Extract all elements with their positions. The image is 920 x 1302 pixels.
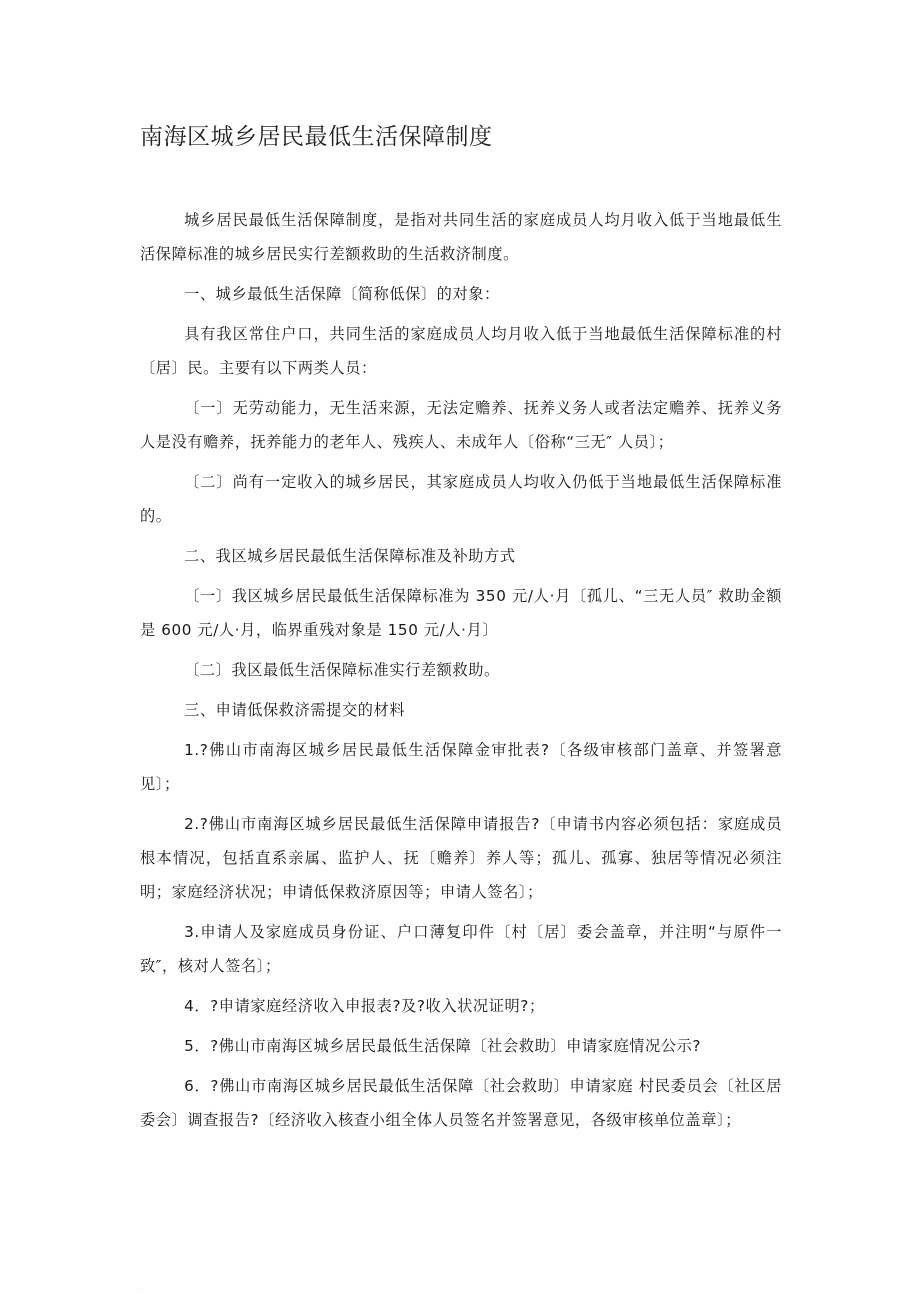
- list-item: 6．?佛山市南海区城乡居民最低生活保障〔社会救助〕申请家庭 村民委员会〔社区居委会〕调查报告?〔经济收入核查小组全体人员签名并签署意见，各级审核单位盖章〕；: [140, 1077, 782, 1129]
- section-heading-1: 一、城乡最低生活保障〔简称低保〕的对象：: [184, 285, 500, 303]
- paragraph: 〔一〕我区城乡居民最低生活保障标准为 350 元/人·月〔孤儿、“三无人员″ 救助金额是 600 元/人·月，临界重残对象是 150 元/人·月〕: [140, 587, 782, 639]
- paragraph: 〔二〕尚有一定收入的城乡居民，其家庭成员人均收入仍低于当地最低生活保障标准的。: [140, 473, 782, 525]
- paragraph: 〔二〕我区最低生活保障标准实行差额救助。: [184, 661, 500, 679]
- list-item: 5．?佛山市南海区城乡居民最低生活保障〔社会救助〕申请家庭情况公示?: [184, 1037, 702, 1055]
- document-title: 南海区城乡居民最低生活保障制度: [140, 124, 493, 150]
- section-heading-2: 二、我区城乡居民最低生活保障标准及补助方式: [184, 547, 516, 565]
- list-item: 4．?申请家庭经济收入申报表?及?收入状况证明?；: [184, 997, 545, 1015]
- footer-mark: .: [140, 1284, 142, 1291]
- document-body: [140, 203, 782, 1143]
- paragraph: 〔一〕无劳动能力，无生活来源，无法定赡养、抚养义务人或者法定赡养、抚养义务人是没有赡养，抚养能力的老年人、残疾人、未成年人〔俗称“三无″ 人员〕；: [140, 399, 782, 451]
- list-item: 2.?佛山市南海区城乡居民最低生活保障申请报告?〔申请书内容必须包括：家庭成员根本情况，包括直系亲属、监护人、抚〔赡养〕养人等；孤儿、孤寡、独居等情况必须注明；家庭经济状况；申请低保救济原因等；申请人签名〕；: [140, 815, 782, 901]
- section-heading-3: 三、申请低保救济需提交的材料: [184, 701, 406, 719]
- list-item: 1.?佛山市南海区城乡居民最低生活保障金审批表?〔各级审核部门盖章、并签署意见〕；: [140, 741, 782, 793]
- list-item: 3.申请人及家庭成员身份证、户口薄复印件〔村〔居〕委会盖章，并注明“与原件一致″，核对人签名〕；: [140, 923, 782, 975]
- paragraph-intro: 城乡居民最低生活保障制度，是指对共同生活的家庭成员人均月收入低于当地最低生活保障标准的城乡居民实行差额救助的生活救济制度。: [140, 211, 782, 263]
- paragraph: 具有我区常住户口，共同生活的家庭成员人均月收入低于当地最低生活保障标准的村〔居〕民。主要有以下两类人员：: [140, 325, 782, 377]
